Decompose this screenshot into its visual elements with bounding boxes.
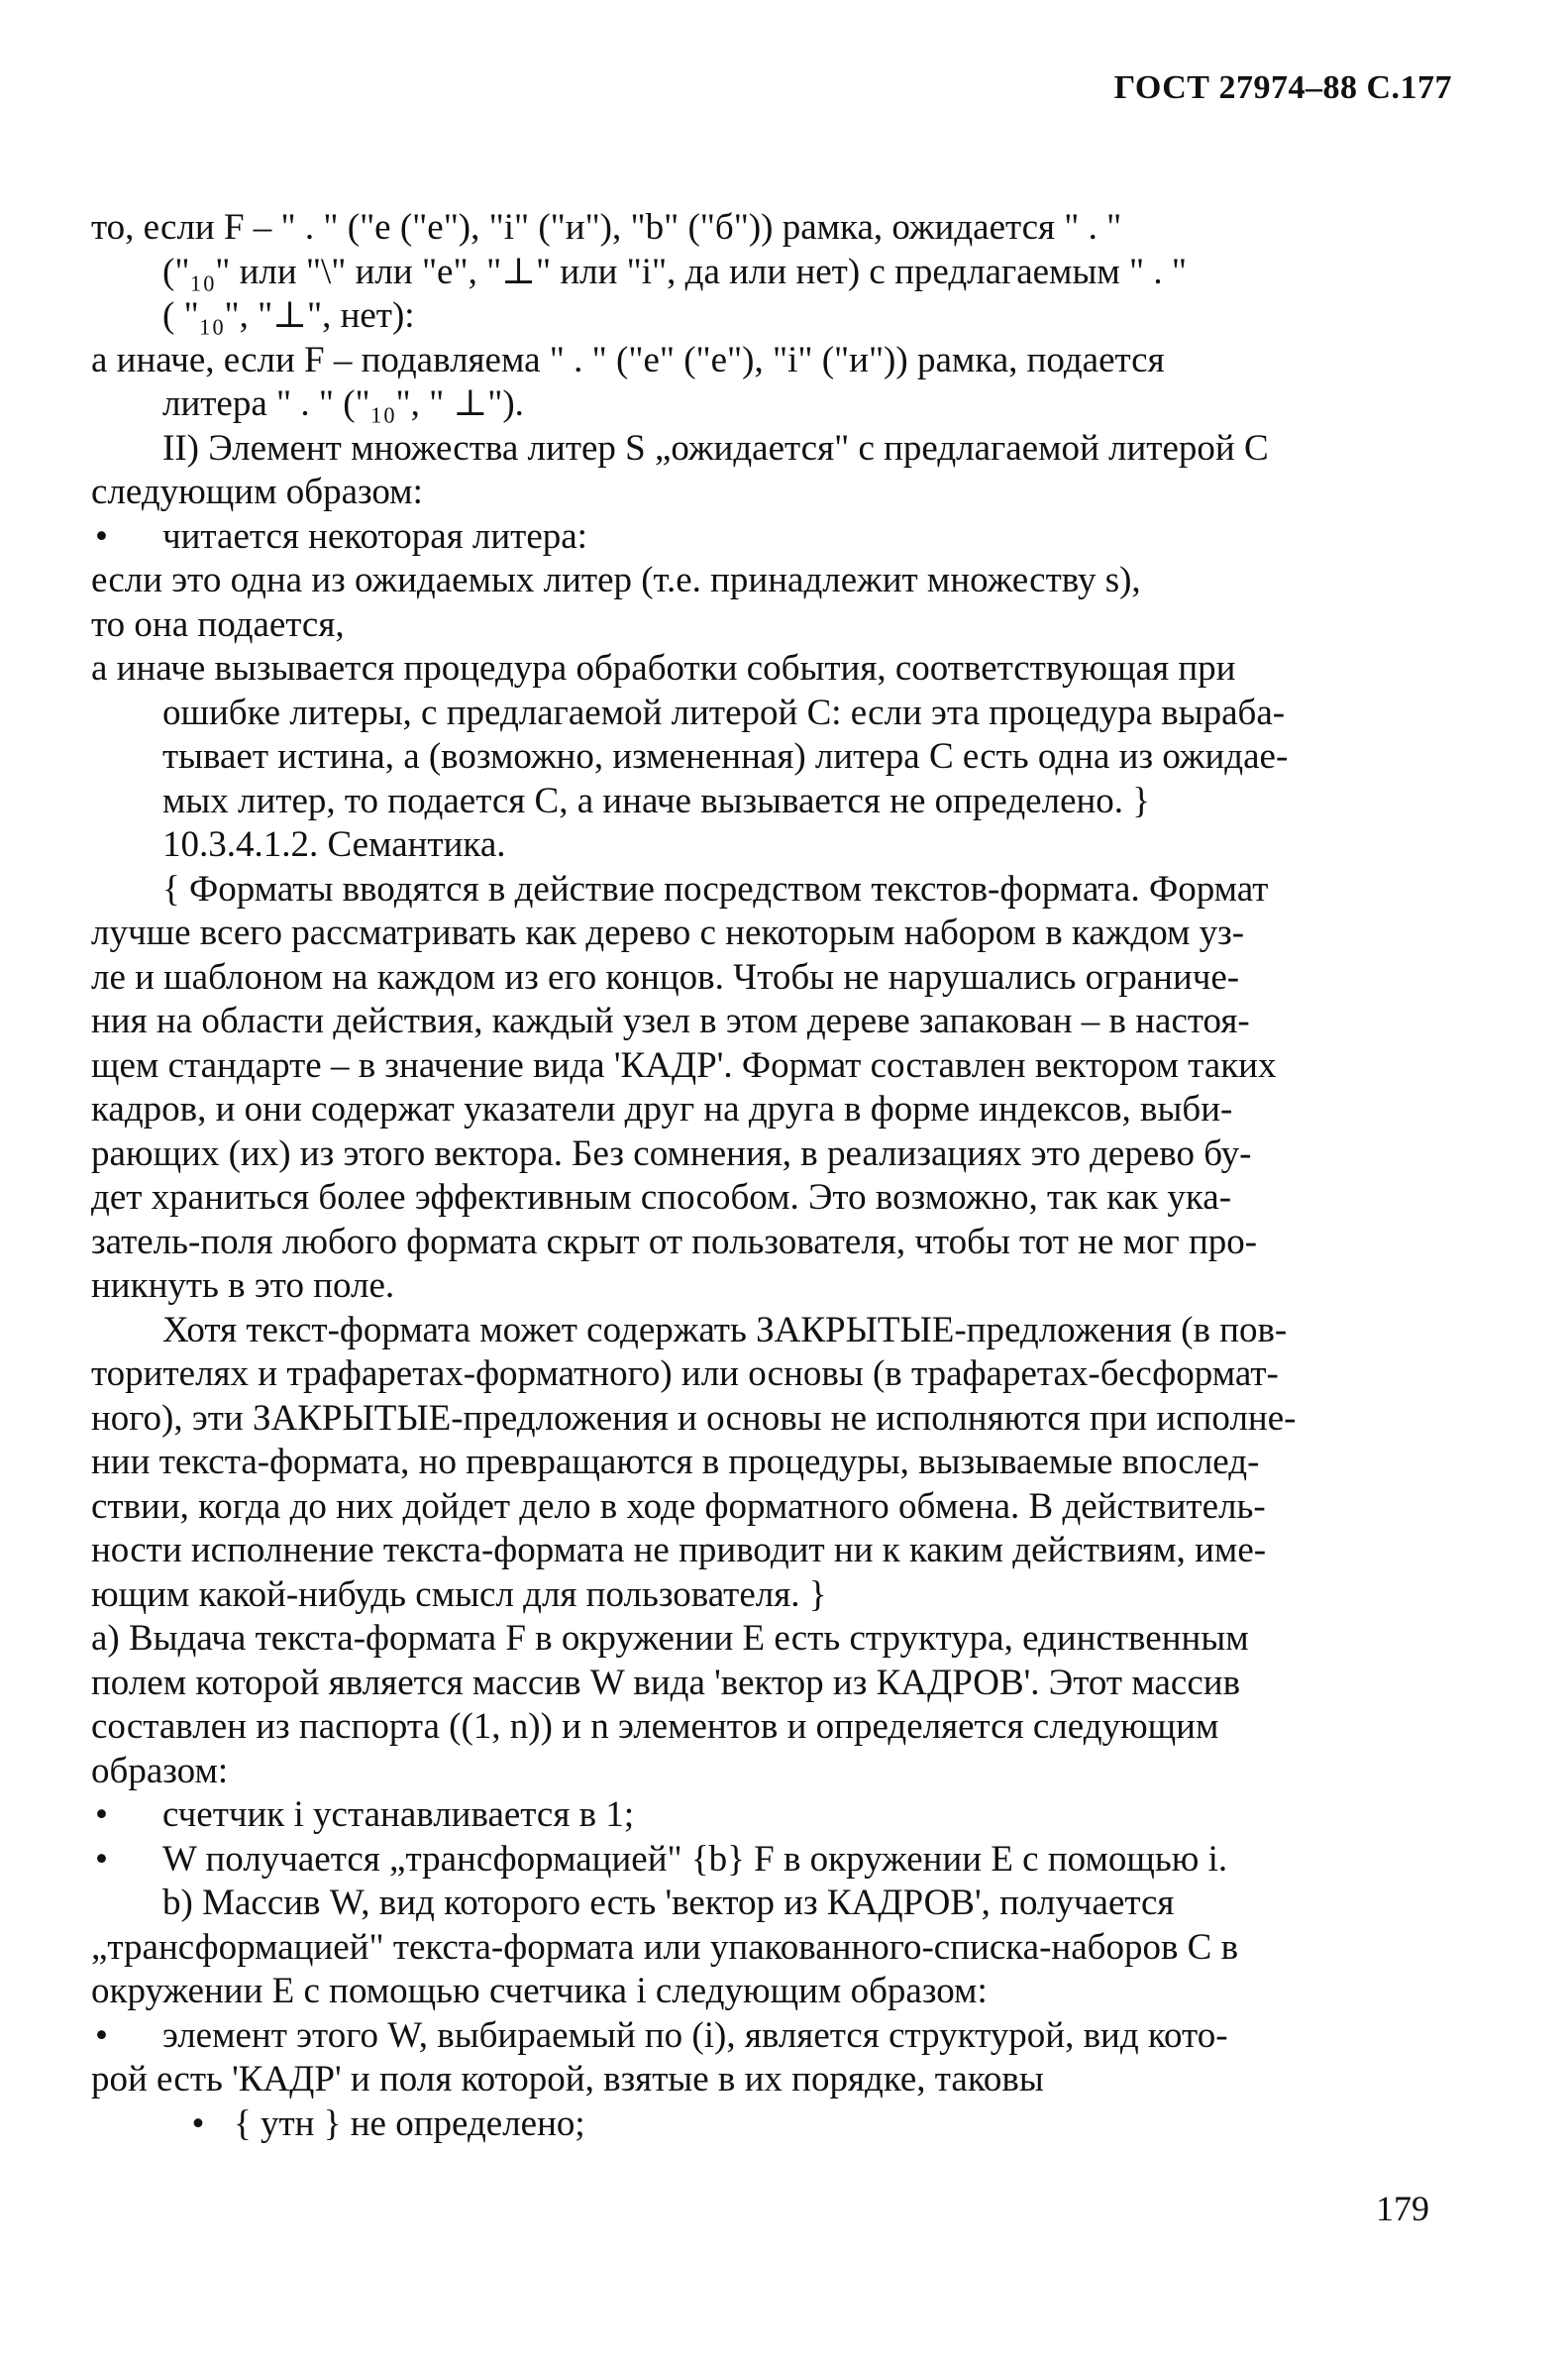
- text-line: ющим какой-нибудь смысл для пользователя. }: [91, 1573, 827, 1615]
- section-heading: 10.3.4.1.2. Семантика.: [162, 824, 506, 865]
- text-line: II) Элемент множества литер S „ожидается" с предлагаемой литерой С: [162, 427, 1269, 469]
- text-line: литера " . " ("₁₀", " ⊥").: [162, 383, 524, 424]
- text-line: составлен из паспорта ((1, n)) и n элементов и определяется следующим: [91, 1706, 1219, 1747]
- text-line: если это одна из ожидаемых литер (т.е. принадлежит множеству s),: [91, 560, 1141, 600]
- bullet-text: счетчик i устанавливается в 1;: [162, 1794, 635, 1835]
- bullet-icon: •: [95, 2014, 108, 2056]
- text-line: мых литер, то подается С, а иначе вызывается не определено. }: [162, 780, 1151, 821]
- bullet-line: [91, 1793, 1438, 1838]
- text-line: b) Массив W, вид которого есть 'вектор из КАДРОВ', получается: [162, 1883, 1175, 1923]
- bullet-icon: •: [95, 515, 108, 557]
- text-line: никнуть в это поле.: [91, 1265, 395, 1306]
- bullet-line: [91, 2014, 1438, 2059]
- text-line: ного), эти ЗАКРЫТЫЕ-предложения и основы не исполняются при исполне-: [91, 1397, 1297, 1439]
- text-line: то, если F – " . " ("е ("е"), "i" ("и"), "b" ("б")) рамка, ожидается " . ": [91, 207, 1122, 248]
- text-line: ния на области действия, каждый узел в этом дереве запакован – в настоя-: [91, 1001, 1250, 1041]
- text-line: Хотя текст-формата может содержать ЗАКРЫТЫЕ-предложения (в пов-: [162, 1309, 1288, 1350]
- text-line: ствии, когда до них дойдет дело в ходе форматного обмена. В действитель-: [91, 1485, 1266, 1527]
- text-line: торителях и трафаретах-форматного) или основы (в трафаретах-бесформат-: [91, 1353, 1279, 1394]
- bullet-line: [91, 1838, 1438, 1883]
- bullet-icon: •: [95, 1794, 108, 1835]
- text-line: „трансформацией" текста-формата или упакованного-списка-наборов С в: [91, 1926, 1239, 1968]
- bullet-icon: •: [95, 1838, 108, 1880]
- bullet-text: { утн } не определено;: [234, 2102, 585, 2144]
- text-line: ности исполнение текста-формата не приводит ни к каким действиям, име-: [91, 1530, 1267, 1570]
- text-line: щем стандарте – в значение вида 'КАДР'. Формат составлен вектором таких: [91, 1044, 1277, 1086]
- text-line: рающих (их) из этого вектора. Без сомнения, в реализациях это дерево бу-: [91, 1132, 1252, 1174]
- text-line: следующим образом:: [91, 472, 423, 512]
- text-line: тывает истина, а (возможно, измененная) литера С есть одна из ожидае-: [162, 736, 1289, 777]
- text-line: ( "₁₀", "⊥", нет):: [162, 295, 415, 336]
- text-line: нии текста-формата, но превращаются в процедуры, вызываемые впослед-: [91, 1442, 1260, 1482]
- text-line: кадров, и они содержат указатели друг на друга в форме индексов, выби-: [91, 1089, 1233, 1130]
- text-line: ле и шаблоном на каждом из его концов. Чтобы не нарушались ограниче-: [91, 956, 1240, 998]
- bullet-text: читается некоторая литера:: [162, 515, 587, 557]
- text-line: ("₁₀" или "\" или "е", "⊥" или "i", да или нет) с предлагаемым " . ": [162, 251, 1187, 292]
- page-number: 179: [1376, 2189, 1429, 2228]
- text-line: образом:: [91, 1750, 229, 1791]
- bullet-text: элемент этого W, выбираемый по (i), является структурой, вид кото-: [162, 2014, 1228, 2056]
- bullet-line: [91, 515, 1438, 560]
- page-header: ГОСТ 27974–88 С.177: [1113, 69, 1452, 106]
- text-line: а) Выдача текста-формата F в окружении Е есть структура, единственным: [91, 1618, 1249, 1659]
- text-line: полем которой является массив W вида 'вектор из КАДРОВ'. Этот массив: [91, 1662, 1241, 1703]
- bullet-text: W получается „трансформацией" {b} F в окружении Е с помощью i.: [162, 1838, 1228, 1880]
- text-line: рой есть 'КАДР' и поля которой, взятые в их порядке, таковы: [91, 2059, 1044, 2100]
- text-line: { Форматы вводятся в действие посредством текстов-формата. Формат: [162, 868, 1269, 910]
- bullet-line: [91, 2102, 1438, 2147]
- text-line: а иначе, если F – подавляема " . " ("е" ("е"), "i" ("и")) рамка, подается: [91, 339, 1165, 380]
- text-line: окружении Е с помощью счетчика i следующим образом:: [91, 1971, 988, 2011]
- text-line: лучше всего рассматривать как дерево с некоторым набором в каждом уз-: [91, 913, 1245, 953]
- text-line: дет храниться более эффективным способом. Это возможно, так как ука-: [91, 1177, 1232, 1218]
- text-line: то она подается,: [91, 603, 345, 645]
- text-line: ошибке литеры, с предлагаемой литерой С: если эта процедура выраба-: [162, 692, 1286, 733]
- bullet-icon: •: [191, 2102, 205, 2144]
- text-line: затель-поля любого формата скрыт от пользователя, чтобы тот не мог про-: [91, 1221, 1258, 1262]
- document-body: [91, 206, 1438, 2146]
- text-line: а иначе вызывается процедура обработки события, соответствующая при: [91, 648, 1236, 689]
